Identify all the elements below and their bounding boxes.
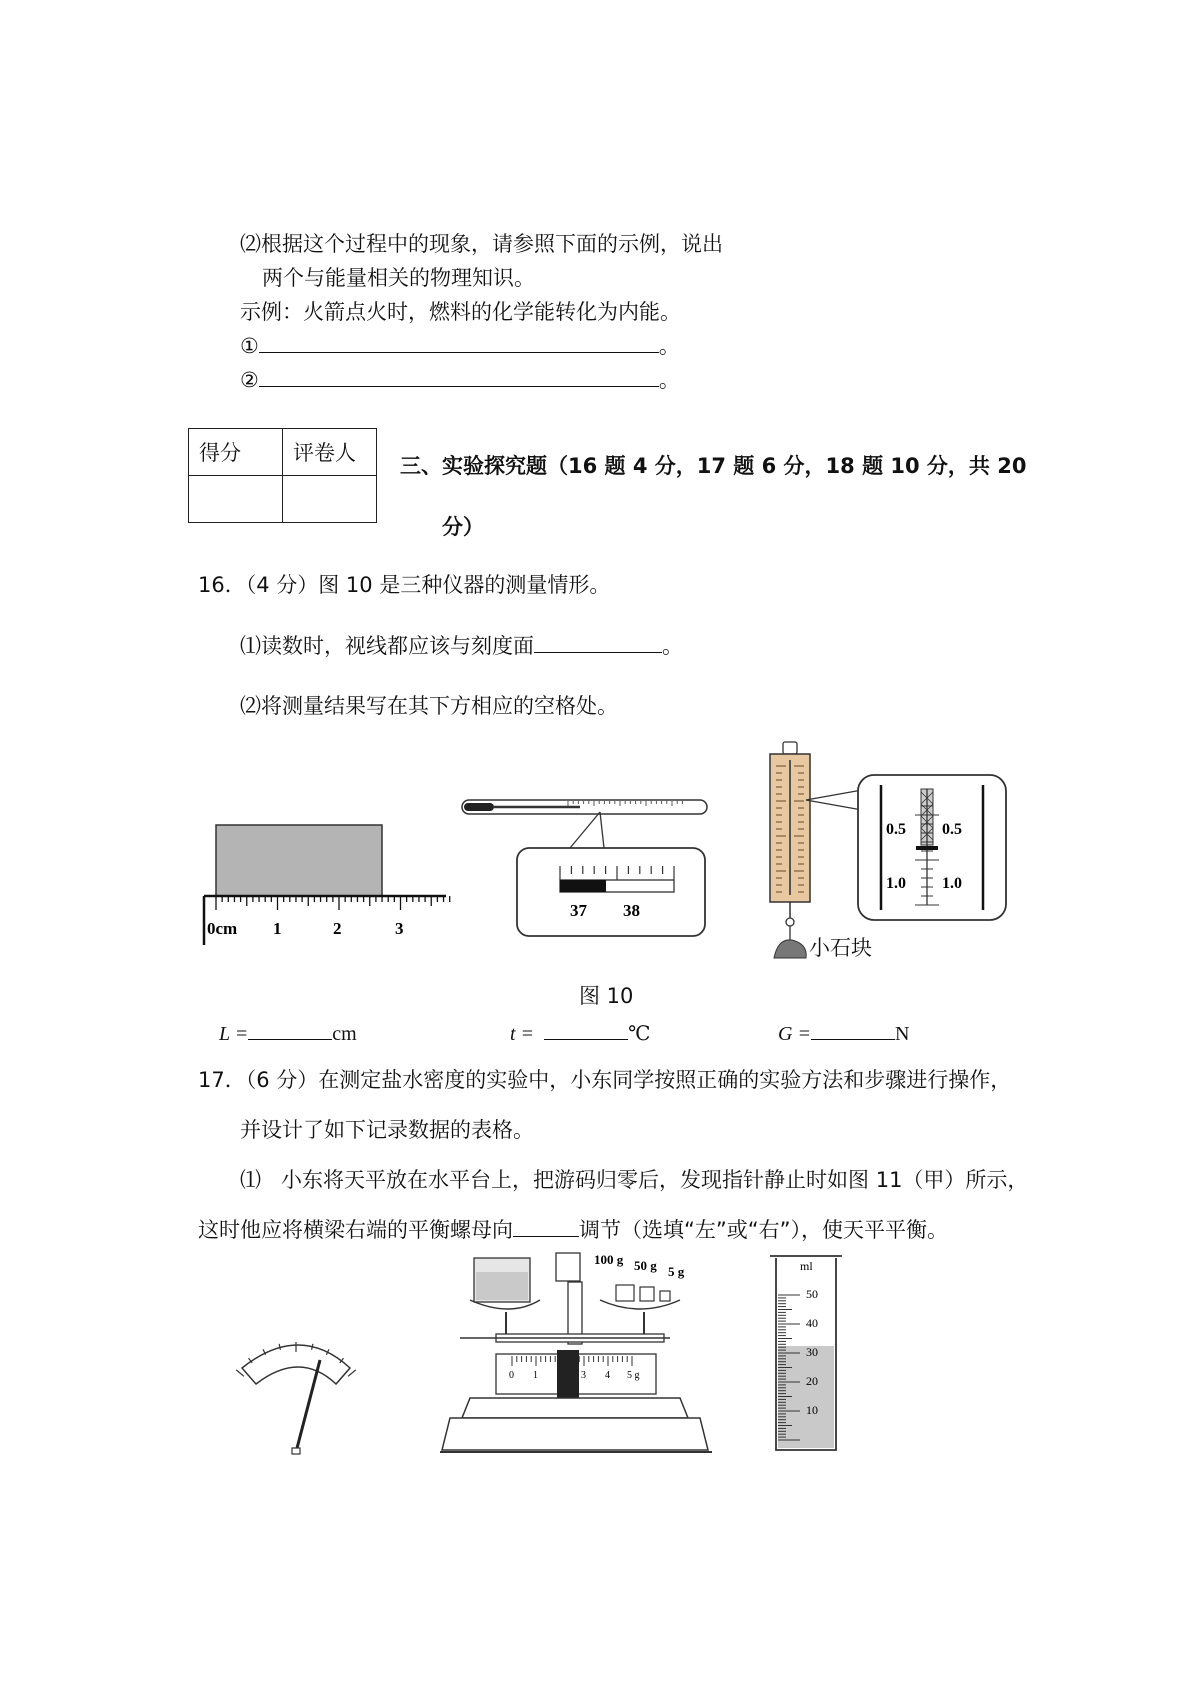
spring-label: 0.5 [886, 821, 906, 838]
unit-cm: cm [332, 1023, 357, 1045]
ruler-label: 1 [273, 919, 282, 938]
q17-stem-cont: 并设计了如下记录数据的表格。 [240, 1118, 534, 1142]
thermo-label: 37 [570, 901, 587, 920]
answer-blank-2[interactable] [259, 366, 659, 387]
q16-part1-blank[interactable] [534, 632, 662, 653]
score-cell[interactable] [189, 476, 283, 523]
rider-scale-label: 5 g [627, 1370, 640, 1381]
cylinder-label: 50 [806, 1287, 818, 1301]
q17-part1-text: 小东将天平放在水平台上，把游码归零后，发现指针静止时如图 11（甲）所示， [281, 1168, 1029, 1192]
score-header: 得分 [189, 429, 283, 476]
section-title: 三、实验探究题（16 题 4 分，17 题 6 分，18 题 10 分，共 20 [400, 454, 1027, 478]
q16-stem: 16．（4 分）图 10 是三种仪器的测量情形。 [198, 573, 611, 597]
stone-label: 小石块 [809, 936, 872, 960]
thermo-label: 38 [623, 901, 640, 920]
q17-part1-blank[interactable] [513, 1216, 579, 1237]
measured-block [216, 825, 382, 896]
cylinder-label: 40 [806, 1316, 818, 1330]
cylinder-label: 20 [806, 1374, 818, 1388]
period: 。 [658, 368, 680, 392]
answer-marker: ① [240, 334, 259, 358]
weight [660, 1291, 670, 1301]
ruler-label: 3 [395, 919, 404, 938]
unit-newton: N [894, 1023, 910, 1045]
answer-L [219, 1019, 357, 1048]
spring-label: 1.0 [886, 875, 906, 892]
stone [774, 940, 806, 958]
ruler-label: 0cm [207, 919, 238, 938]
period: 。 [658, 334, 680, 358]
q17-part1-text-a: 这时他应将横梁右端的平衡螺母向 [198, 1218, 513, 1242]
answer-G-blank[interactable] [811, 1019, 895, 1040]
answer-blank-1[interactable] [259, 332, 659, 353]
weight-label: 50 g [634, 1258, 657, 1273]
weight [640, 1287, 654, 1301]
ruler-label: 2 [333, 919, 342, 938]
thermometer-figure [462, 800, 707, 936]
balance-figure [440, 1252, 712, 1452]
section-title-cont: 分） [442, 515, 484, 539]
period: 。 [662, 634, 683, 658]
spring-label: 1.0 [942, 875, 962, 892]
q16-part1-text: ⑴读数时，视线都应该与刻度面 [240, 634, 534, 658]
spring-scale-figure [770, 742, 1006, 958]
answer-L-blank[interactable] [248, 1019, 332, 1040]
cylinder-unit: ml [800, 1259, 813, 1273]
weight [616, 1285, 634, 1301]
weight-label: 5 g [668, 1264, 685, 1279]
q15-answer-1 [240, 332, 680, 360]
answer-G [778, 1019, 909, 1048]
ruler-figure [204, 825, 450, 945]
q17-part1-line2 [198, 1216, 948, 1244]
rider-scale-label: 3 [581, 1370, 586, 1381]
q15-part2-line2: 两个与能量相关的物理知识。 [262, 266, 535, 290]
q15-part2-line1: ⑵根据这个过程中的现象，请参照下面的示例，说出 [240, 232, 723, 256]
rider-scale-label: 1 [533, 1370, 538, 1381]
q15-answer-2 [240, 366, 680, 394]
cylinder-label: 30 [806, 1345, 818, 1359]
grader-header: 评卷人 [283, 429, 377, 476]
figure-caption: 图 10 [579, 984, 634, 1008]
graduated-cylinder-figure [770, 1256, 842, 1450]
var-t: t = [510, 1023, 535, 1045]
pointer-needle [296, 1360, 320, 1452]
figure-11 [0, 1250, 1200, 1460]
var-L: L = [219, 1023, 249, 1045]
rider-scale-label: 4 [605, 1370, 610, 1381]
answer-marker: ② [240, 368, 259, 392]
score-table [188, 428, 377, 523]
rider-scale-label: 0 [509, 1370, 514, 1381]
unit-celsius: ℃ [628, 1023, 651, 1045]
answer-t [510, 1019, 650, 1048]
var-G: G = [778, 1023, 811, 1045]
cylinder-label: 10 [806, 1403, 818, 1417]
q17-part1-text-b: 调节（选填“左”或“右”），使天平平衡。 [579, 1218, 949, 1242]
spring-label: 0.5 [942, 821, 962, 838]
grader-cell[interactable] [283, 476, 377, 523]
balance-pointer-figure [236, 1342, 356, 1454]
figure-10 [0, 730, 1200, 970]
q16-part1 [240, 632, 683, 660]
q17-part1 [240, 1166, 1028, 1194]
part-marker: ⑴ [240, 1168, 261, 1192]
answer-t-blank[interactable] [544, 1019, 628, 1040]
q16-part2: ⑵将测量结果写在其下方相应的空格处。 [240, 694, 618, 718]
weight-label: 100 g [594, 1252, 624, 1267]
q15-example: 示例：火箭点火时，燃料的化学能转化为内能。 [240, 300, 681, 324]
q17-stem: 17．（6 分）在测定盐水密度的实验中，小东同学按照正确的实验方法和步骤进行操作， [198, 1068, 1012, 1092]
